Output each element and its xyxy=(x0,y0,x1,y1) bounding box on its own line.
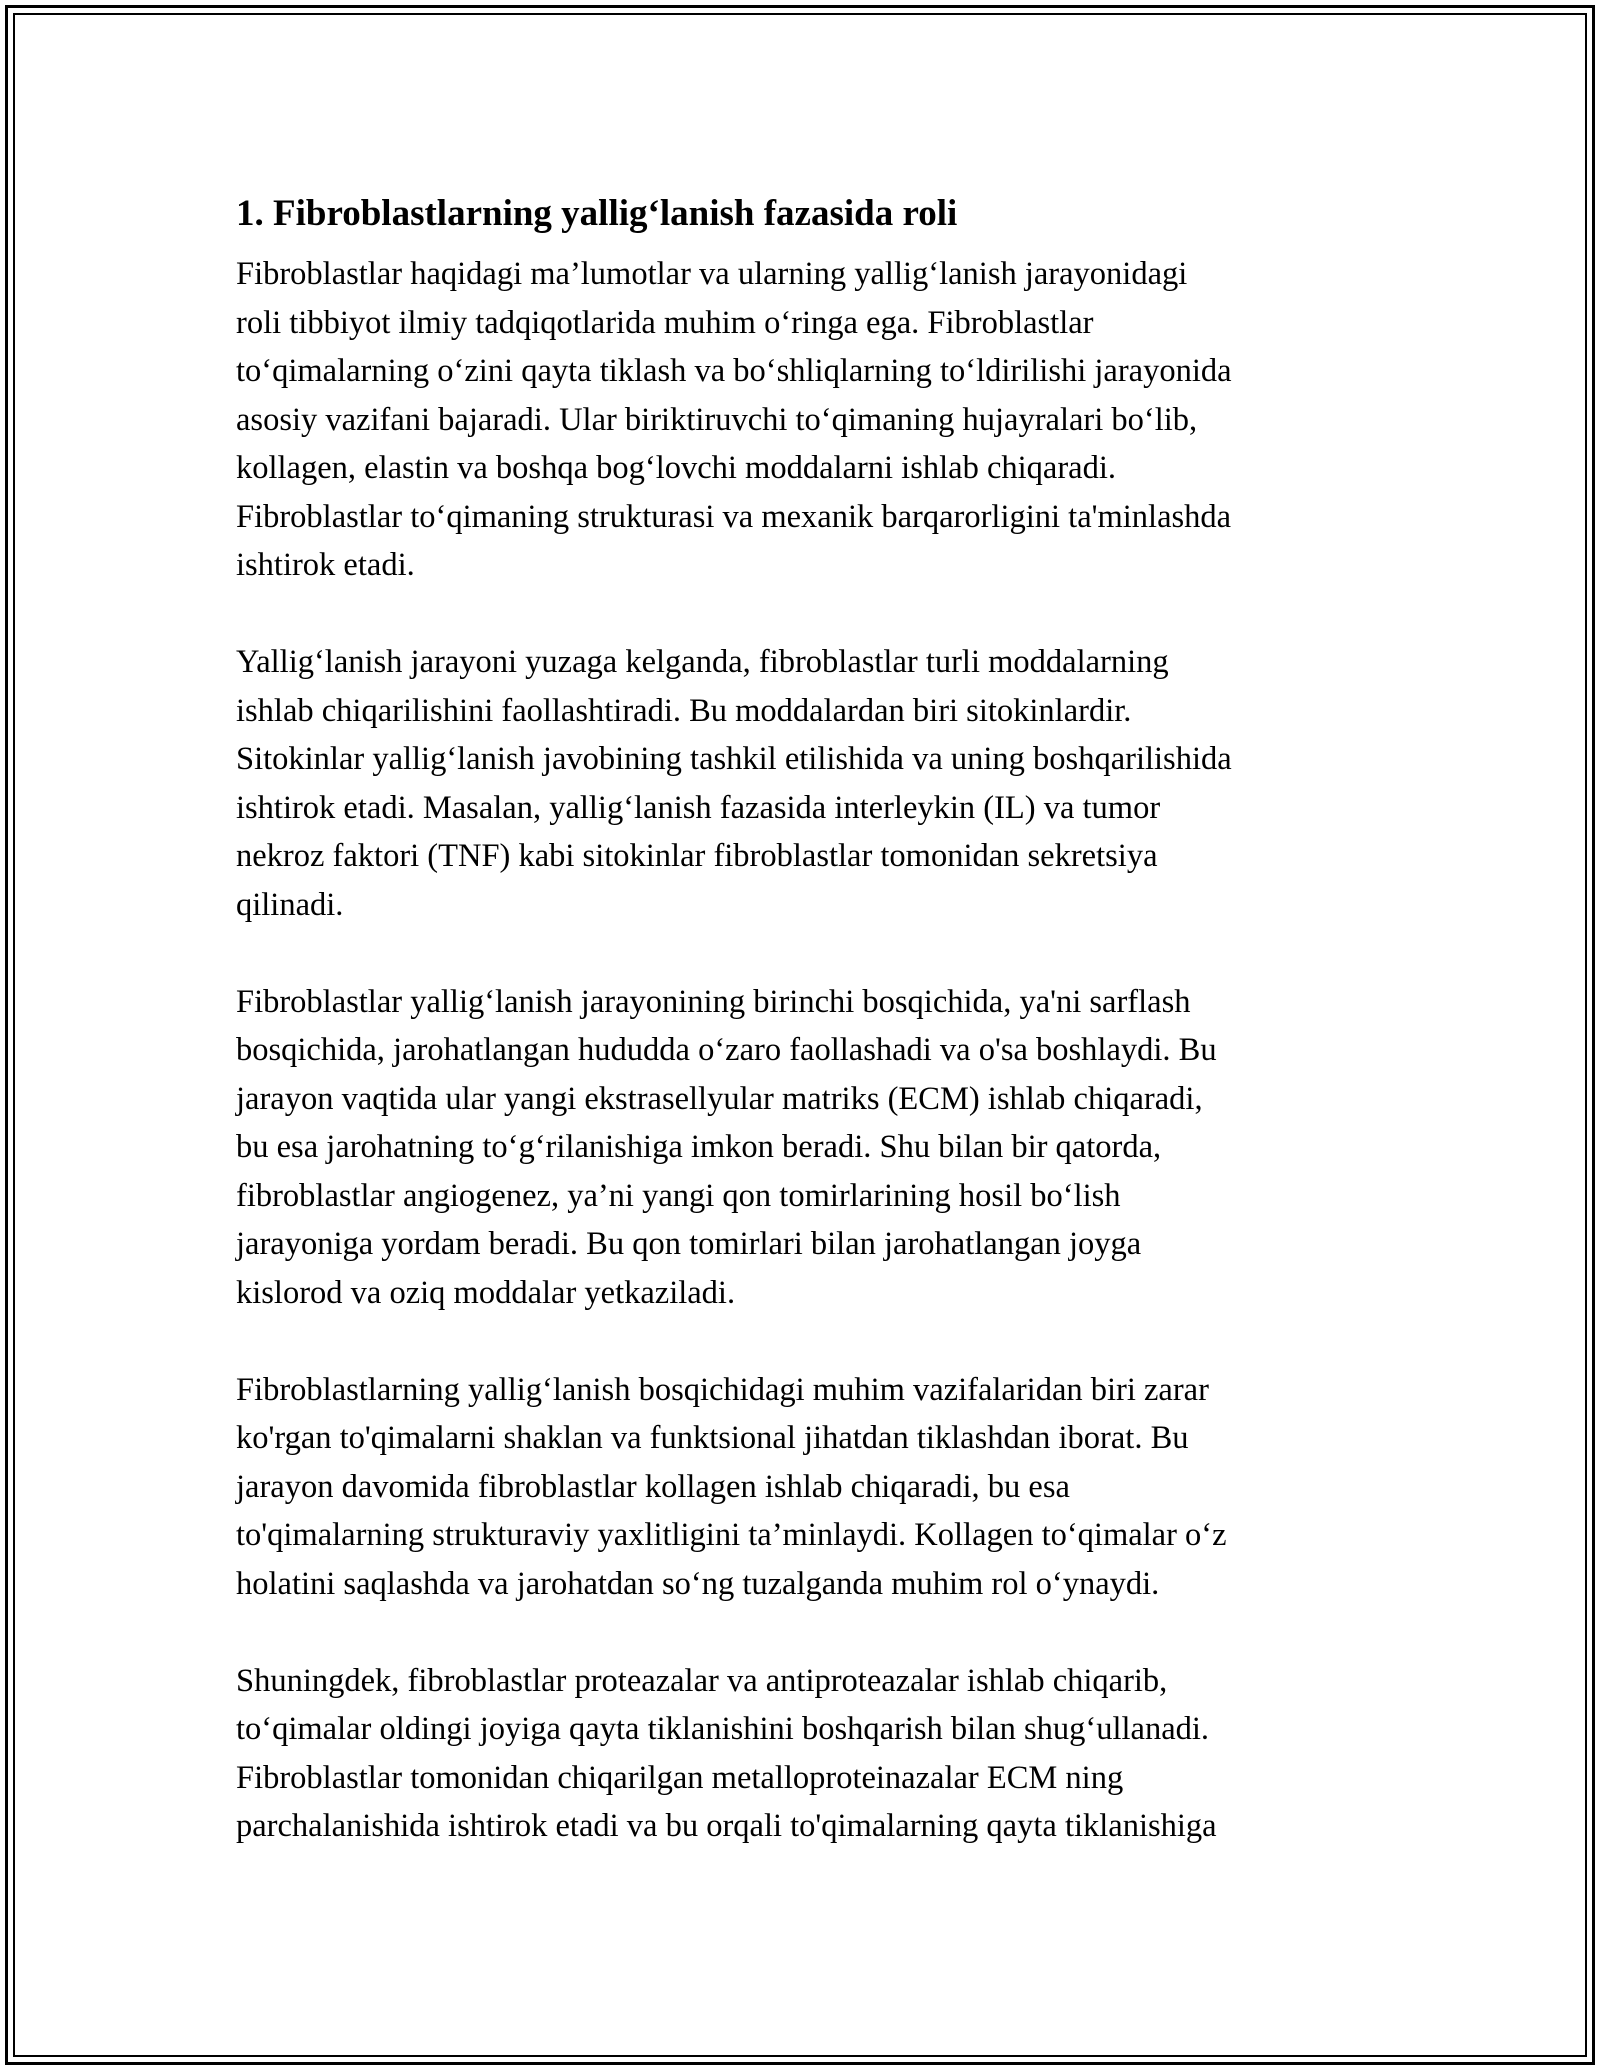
paragraph-line: to‘qimalarning o‘zini qayta tiklash va bo‘shliqlarning to‘ldirilishi jarayonida xyxy=(236,353,1232,389)
paragraph-line: jarayon vaqtida ular yangi ekstrasellyular matriks (ECM) ishlab chiqaradi, xyxy=(236,1080,1203,1117)
paragraph xyxy=(236,1657,1366,1851)
paragraph-line: jarayoniga yordam beradi. Bu qon tomirlari bilan jarohatlangan joyga xyxy=(236,1226,1142,1262)
paragraph-line: Fibroblastlar to‘qimaning strukturasi va mexanik barqarorligini ta'minlashda xyxy=(236,498,1232,535)
paragraph-line: roli tibbiyot ilmiy tadqiqotlarida muhim o‘ringa ega. Fibroblastlar xyxy=(236,304,1094,341)
paragraph-line: nekroz faktori (TNF) kabi sitokinlar fibroblastlar tomonidan sekretsiya xyxy=(236,838,1158,874)
paragraph-list xyxy=(236,250,1366,1851)
paragraph-line: Sitokinlar yallig‘lanish javobining tashkil etilishida va uning boshqarilishida xyxy=(236,741,1232,777)
paragraph-line: holatini saqlashda va jarohatdan so‘ng tuzalganda muhim rol o‘ynaydi. xyxy=(236,1565,1160,1602)
paragraph-line: kollagen, elastin va boshqa bog‘lovchi moddalarni ishlab chiqaradi. xyxy=(236,450,1116,486)
paragraph xyxy=(236,978,1366,1318)
paragraph-line: Fibroblastlar haqidagi ma’lumotlar va ularning yallig‘lanish jarayonidagi xyxy=(236,256,1188,292)
paragraph-line: Fibroblastlarning yallig‘lanish bosqichidagi muhim vazifalaridan biri zarar xyxy=(236,1371,1209,1408)
paragraph-line: fibroblastlar angiogenez, ya’ni yangi qon tomirlarining hosil bo‘lish xyxy=(236,1177,1121,1214)
paragraph-line: kislorod va oziq moddalar yetkaziladi. xyxy=(236,1274,736,1311)
paragraph-line: qilinadi. xyxy=(236,886,344,923)
paragraph-line: jarayon davomida fibroblastlar kollagen ishlab chiqaradi, bu esa xyxy=(236,1468,1070,1505)
section-heading: 1. Fibroblastlarning yallig‘lanish fazasida roli xyxy=(236,193,958,234)
paragraph xyxy=(236,1366,1366,1609)
paragraph xyxy=(236,250,1366,590)
paragraph-line: ishlab chiqarilishini faollashtiradi. Bu moddalardan biri sitokinlardir. xyxy=(236,692,1132,729)
paragraph-line: bu esa jarohatning to‘g‘rilanishiga imkon beradi. Shu bilan bir qatorda, xyxy=(236,1129,1162,1165)
document-body xyxy=(236,186,1366,1851)
paragraph-line: parchalanishida ishtirok etadi va bu orqali to'qimalarning qayta tiklanishiga xyxy=(236,1808,1217,1844)
paragraph xyxy=(236,638,1366,929)
paragraph-line: Yallig‘lanish jarayoni yuzaga kelganda, fibroblastlar turli moddalarning xyxy=(236,644,1169,680)
paragraph-line: Shuningdek, fibroblastlar proteazalar va antiproteazalar ishlab chiqarib, xyxy=(236,1662,1168,1699)
paragraph-line: bosqichida, jarohatlangan hududda o‘zaro faollashadi va o'sa boshlaydi. Bu xyxy=(236,1032,1217,1068)
paragraph-line: ko'rgan to'qimalarni shaklan va funktsional jihatdan tiklashdan iborat. Bu xyxy=(236,1420,1189,1456)
paragraph-line: Fibroblastlar yallig‘lanish jarayonining birinchi bosqichida, ya'ni sarflash xyxy=(236,983,1191,1020)
paragraph-line: ishtirok etadi. Masalan, yallig‘lanish fazasida interleykin (IL) va tumor xyxy=(236,789,1161,826)
paragraph-line: asosiy vazifani bajaradi. Ular biriktiruvchi to‘qimaning hujayralari bo‘lib, xyxy=(236,401,1198,438)
paragraph-line: to‘qimalar oldingi joyiga qayta tiklanishini boshqarish bilan shug‘ullanadi. xyxy=(236,1711,1210,1747)
paragraph-line: Fibroblastlar tomonidan chiqarilgan metalloproteinazalar ECM ning xyxy=(236,1759,1124,1796)
paragraph-line: ishtirok etadi. xyxy=(236,547,415,583)
paragraph-line: to'qimalarning strukturaviy yaxlitligini ta’minlaydi. Kollagen to‘qimalar o‘z xyxy=(236,1517,1227,1553)
